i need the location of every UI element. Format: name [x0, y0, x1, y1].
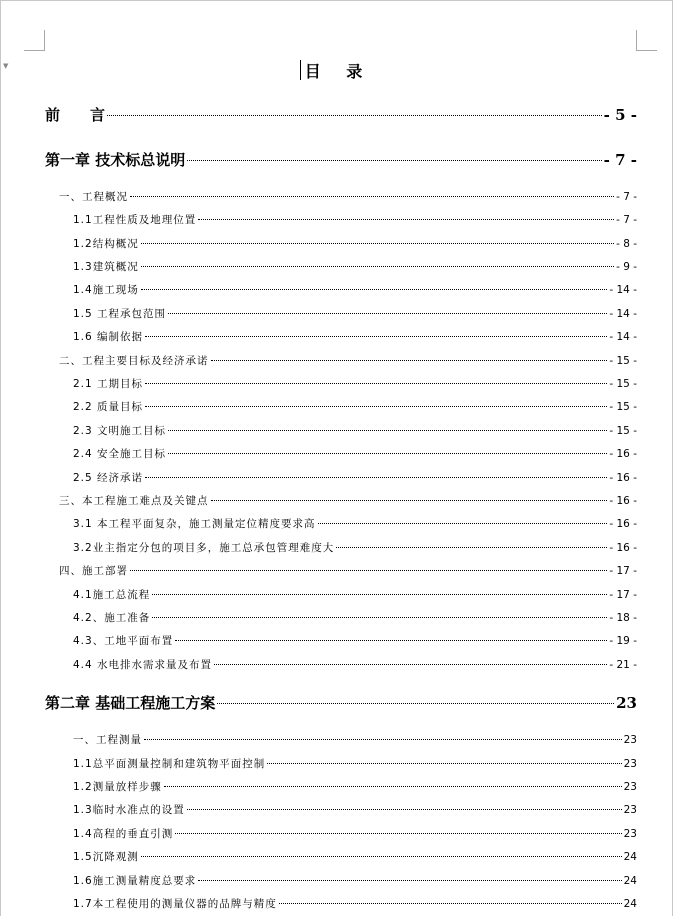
- toc-entry-page: - 14 -: [609, 284, 637, 296]
- toc-entry[interactable]: [73, 779, 637, 794]
- toc-entry[interactable]: [73, 849, 637, 864]
- toc-entry[interactable]: [73, 516, 637, 531]
- toc-entry-label: 1.2测量放样步骤: [73, 781, 162, 793]
- toc-entry-page: 24: [623, 875, 637, 887]
- dot-leader: [198, 219, 614, 220]
- toc-entry-label: 4.4 水电排水需求量及布置: [73, 659, 213, 671]
- toc-entry[interactable]: [59, 493, 637, 508]
- toc-entry[interactable]: [73, 376, 637, 391]
- toc-entry-page: - 8 -: [616, 238, 637, 250]
- toc-entry-page: - 15 -: [609, 401, 637, 413]
- toc-entry-label: 一、工程测量: [73, 734, 142, 746]
- dot-leader: [144, 739, 622, 740]
- toc-entry[interactable]: [73, 212, 637, 227]
- toc-entry[interactable]: [73, 633, 637, 648]
- toc-entry-label: 2.4 安全施工目标: [73, 448, 167, 460]
- toc-entry-page: - 14 -: [609, 308, 637, 320]
- toc-entry[interactable]: [73, 259, 637, 274]
- toc-entry-page: - 16 -: [609, 472, 637, 484]
- toc-entry[interactable]: [73, 657, 637, 672]
- toc-entry[interactable]: [73, 470, 637, 485]
- toc-entry-page: - 7 -: [616, 214, 637, 226]
- dot-leader: [141, 289, 608, 290]
- toc-entry-page: - 14 -: [609, 331, 637, 343]
- toc-entry[interactable]: [73, 756, 637, 771]
- toc-entry[interactable]: [59, 189, 637, 204]
- toc-entry-page: - 16 -: [609, 448, 637, 460]
- dot-leader: [318, 523, 608, 524]
- dot-leader: [130, 196, 614, 197]
- dot-leader: [141, 243, 614, 244]
- dot-leader: [214, 664, 607, 665]
- toc-entry-label: 4.3、工地平面布置: [73, 635, 174, 647]
- toc-entry[interactable]: [59, 353, 637, 368]
- margin-corner-top-left: [24, 30, 45, 51]
- toc-entry-label: 四、施工部署: [59, 565, 128, 577]
- dot-leader: [130, 570, 607, 571]
- toc-entry-page: - 17 -: [609, 565, 637, 577]
- toc-entry[interactable]: [45, 149, 637, 170]
- toc-entry[interactable]: [73, 423, 637, 438]
- toc-entry-page: 24: [623, 851, 637, 863]
- toc-entry-label: 前 言: [45, 106, 106, 124]
- dot-leader: [217, 703, 614, 704]
- dot-leader: [141, 266, 614, 267]
- toc-entry[interactable]: [73, 540, 637, 555]
- dot-leader: [175, 833, 621, 834]
- toc-entry[interactable]: [73, 329, 637, 344]
- toc-entry-label: 3.1 本工程平面复杂，施工测量定位精度要求高: [73, 518, 316, 530]
- toc-entry-label: 1.3建筑概况: [73, 261, 139, 273]
- toc-entry[interactable]: [73, 732, 637, 747]
- toc-entry-label: 2.2 质量目标: [73, 401, 144, 413]
- toc-entry-label: 1.5沉降观测: [73, 851, 139, 863]
- text-cursor: [300, 60, 301, 80]
- toc-entry-label: 2.1 工期目标: [73, 378, 144, 390]
- toc-entry-page: - 17 -: [609, 589, 637, 601]
- toc-entry-page: - 19 -: [609, 635, 637, 647]
- dot-leader: [211, 360, 608, 361]
- toc-entry-page: 23: [623, 758, 637, 770]
- toc-entry[interactable]: [73, 826, 637, 841]
- toc-entry[interactable]: [73, 896, 637, 911]
- toc-entry-label: 1.2结构概况: [73, 238, 139, 250]
- dot-leader: [145, 477, 607, 478]
- dot-leader: [336, 547, 607, 548]
- dot-leader: [168, 453, 607, 454]
- toc-entry-page: - 5 -: [603, 106, 637, 124]
- toc-entry-label: 1.7本工程使用的测量仪器的品牌与精度: [73, 898, 277, 910]
- dot-leader: [145, 336, 607, 337]
- dot-leader: [168, 313, 607, 314]
- dot-leader: [164, 786, 622, 787]
- toc-entry-label: 1.6施工测量精度总要求: [73, 875, 197, 887]
- dot-leader: [187, 160, 601, 161]
- toc-entry-label: 第二章 基础工程施工方案: [45, 694, 216, 712]
- toc-entry-label: 2.5 经济承诺: [73, 472, 144, 484]
- toc-entry[interactable]: [59, 563, 637, 578]
- toc-entry-page: 23: [623, 828, 637, 840]
- dot-leader: [168, 430, 607, 431]
- toc-entry-label: 1.4施工现场: [73, 284, 139, 296]
- toc-entry-label: 一、工程概况: [59, 191, 128, 203]
- toc-entry-page: - 7 -: [616, 191, 637, 203]
- toc-entry-page: 23: [623, 734, 637, 746]
- toc-entry[interactable]: [73, 282, 637, 297]
- toc-entry-label: 3.2业主指定分包的项目多，施工总承包管理难度大: [73, 542, 335, 554]
- toc-entry-page: 23: [623, 804, 637, 816]
- toc-entry-label: 三、本工程施工难点及关键点: [59, 495, 209, 507]
- toc-entry[interactable]: [73, 446, 637, 461]
- toc-entry-label: 2.3 文明施工目标: [73, 425, 167, 437]
- dot-leader: [145, 383, 607, 384]
- dot-leader: [211, 500, 608, 501]
- toc-entry-page: 23: [623, 781, 637, 793]
- dot-leader: [267, 763, 621, 764]
- toc-entry-label: 4.2、施工准备: [73, 612, 151, 624]
- margin-corner-top-right: [636, 30, 657, 51]
- dot-leader: [141, 856, 622, 857]
- toc-entry[interactable]: [73, 873, 637, 888]
- toc-entry-page: - 15 -: [609, 378, 637, 390]
- title-wrapper: [0, 59, 673, 82]
- toc-entry-page: - 21 -: [609, 659, 637, 671]
- dot-leader: [279, 903, 622, 904]
- dot-leader: [175, 640, 607, 641]
- toc-entry-page: - 9 -: [616, 261, 637, 273]
- dot-leader: [198, 880, 621, 881]
- toc-entry-label: 二、工程主要目标及经济承诺: [59, 355, 209, 367]
- toc-entry-page: - 15 -: [609, 355, 637, 367]
- toc-entry-page: - 7 -: [603, 151, 637, 169]
- dot-leader: [152, 617, 607, 618]
- toc-title-text: 目 录: [304, 62, 373, 81]
- dot-leader: [107, 115, 602, 116]
- toc-entry[interactable]: [73, 802, 637, 817]
- toc-entry-page: - 18 -: [609, 612, 637, 624]
- toc-entry-page: 23: [616, 694, 637, 712]
- toc-entry-label: 1.1总平面测量控制和建筑物平面控制: [73, 758, 266, 770]
- toc-entry-label: 1.1工程性质及地理位置: [73, 214, 197, 226]
- dot-leader: [187, 809, 622, 810]
- toc-entry-label: 1.6 编制依据: [73, 331, 144, 343]
- toc-entry-page: - 16 -: [609, 518, 637, 530]
- toc-entry-label: 1.3临时水准点的设置: [73, 804, 185, 816]
- toc-entry[interactable]: [45, 104, 637, 125]
- margin-arrow-icon: ▼: [3, 62, 9, 70]
- toc-entry-page: 24: [623, 898, 637, 910]
- toc-entry-label: 4.1施工总流程: [73, 589, 151, 601]
- toc-entry[interactable]: [73, 399, 637, 414]
- toc-entry-label: 1.4高程的垂直引测: [73, 828, 174, 840]
- toc-entry[interactable]: [73, 587, 637, 602]
- toc-entry-label: 1.5 工程承包范围: [73, 308, 167, 320]
- toc-entry[interactable]: [45, 692, 637, 713]
- toc-title[interactable]: [301, 59, 373, 82]
- toc-entry[interactable]: [73, 306, 637, 321]
- toc-entry[interactable]: [73, 236, 637, 251]
- toc-entry-page: - 15 -: [609, 425, 637, 437]
- dot-leader: [152, 594, 607, 595]
- toc-entry-page: - 16 -: [609, 542, 637, 554]
- toc-entry-page: - 16 -: [609, 495, 637, 507]
- toc-entry[interactable]: [73, 610, 637, 625]
- toc-entry-label: 第一章 技术标总说明: [45, 151, 186, 169]
- dot-leader: [145, 406, 607, 407]
